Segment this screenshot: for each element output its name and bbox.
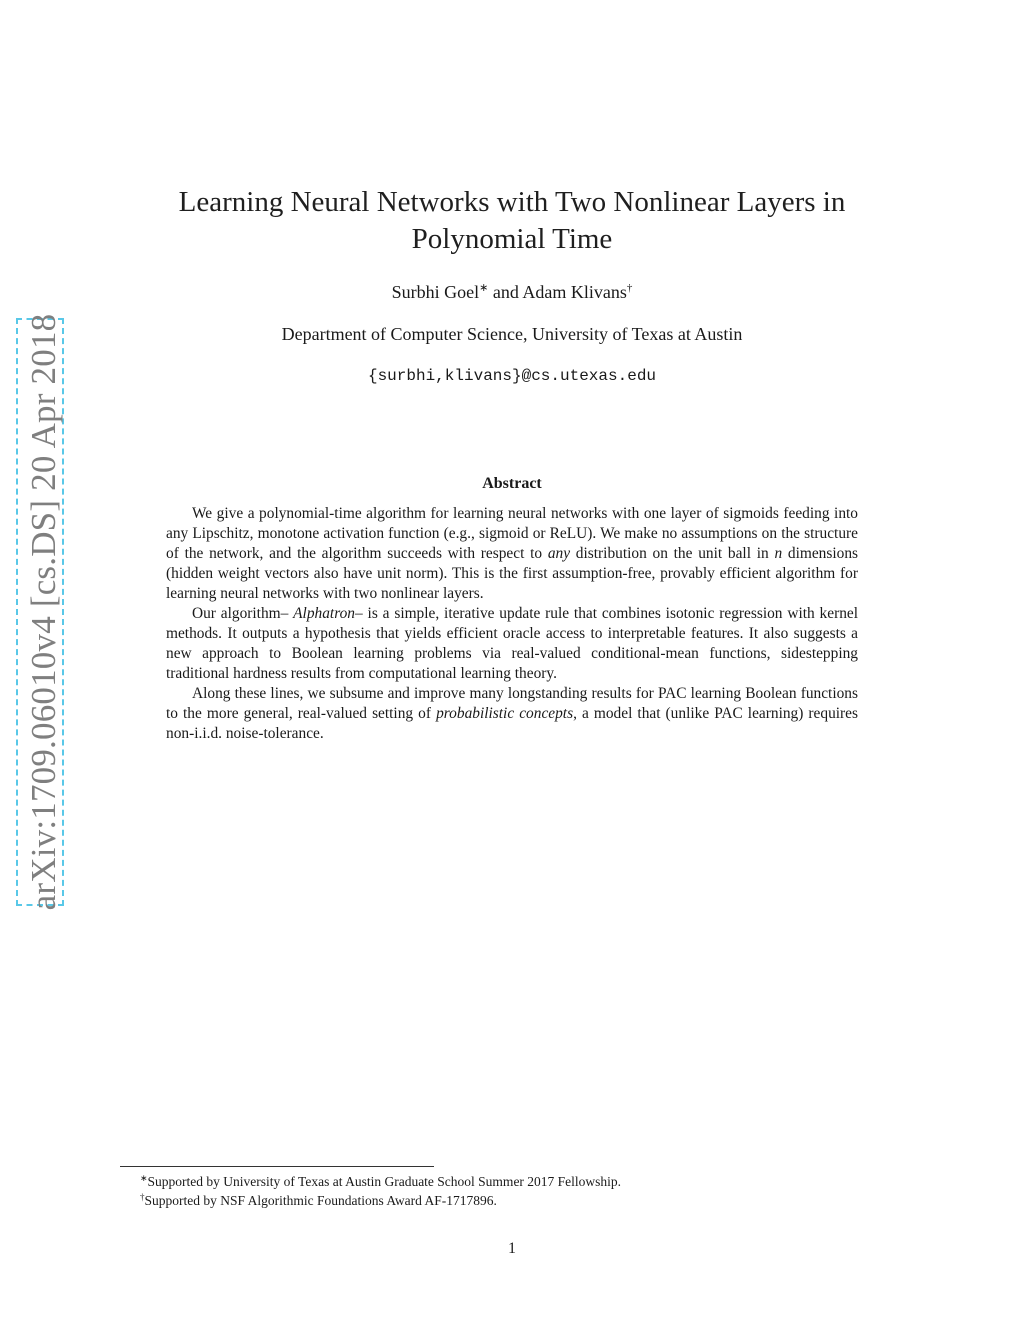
footnote-mark: †: [626, 282, 633, 294]
footnote: [140, 1191, 900, 1210]
affiliation: Department of Computer Science, University of Texas at Austin: [281, 324, 743, 344]
email-address: {surbhi,klivans}@cs.utexas.edu: [367, 367, 657, 385]
text-run: , a model that (unlike PAC learning) requires non-i.i.d. noise-tolerance.: [166, 705, 858, 742]
author-name: Adam Klivans: [522, 282, 627, 302]
page-number: 1: [508, 1240, 516, 1257]
abstract-body: [166, 504, 858, 744]
footnote-divider: [120, 1166, 434, 1167]
math-variable: n: [774, 545, 783, 562]
abstract-paragraph: [166, 684, 858, 744]
text-run: distribution on the unit ball in: [570, 545, 775, 562]
text-run: Along these lines, we subsume and improve many longstanding results for PAC learning Boolean functions to the more general, real-valued setting of: [166, 685, 858, 722]
footnote-text: Supported by NSF Algorithmic Foundations Award AF-1717896.: [144, 1193, 497, 1208]
emphasis: probabilistic concepts: [436, 705, 574, 722]
algorithm-name: Alphatron: [293, 605, 356, 622]
text-run: We give a polynomial-time algorithm for learning neural networks with one layer of sigmoids feeding into any Lipschitz, monotone activation function (e.g., sigmoid or ReLU). We make no assumptions on the structure of the network, and the algorithm succeeds with respect to: [166, 505, 858, 562]
footnote-mark: ∗: [479, 282, 489, 294]
paper-title: Learning Neural Networks with Two Nonlinear Layers in Polynomial Time: [178, 186, 846, 255]
footnote-text: Supported by University of Texas at Austin Graduate School Summer 2017 Fellowship.: [147, 1174, 622, 1189]
footnote-mark: ∗: [140, 1173, 148, 1183]
author-conjunction: and: [488, 282, 523, 302]
emphasis: any: [547, 545, 571, 562]
footnote: [140, 1172, 900, 1191]
footnotes: [140, 1172, 900, 1210]
abstract-heading: Abstract: [482, 475, 542, 492]
arxiv-stamp-label: arXiv:1709.06010v4 [cs.DS] 20 Apr 2018: [24, 313, 63, 911]
text-run: Our algorithm–: [192, 605, 294, 622]
text-run: – is a simple, iterative update rule that combines isotonic regression with kernel methods. It outputs a hypothesis that yields efficient oracle access to interpretable features. It also suggests a new approach to Boolean learning problems via real-valued conditional-mean functions, sidestepping traditional hardness results from computational learning theory.: [166, 605, 858, 682]
abstract-paragraph: [166, 604, 858, 684]
author-name: Surbhi Goel: [391, 282, 480, 302]
footnote-mark: †: [140, 1192, 145, 1202]
author-line: [120, 281, 904, 303]
abstract-paragraph: [166, 504, 858, 604]
text-run: dimensions (hidden weight vectors also have unit norm). This is the first assumption-free, provably efficient algorithm for learning neural networks with two nonlinear layers.: [166, 545, 858, 602]
